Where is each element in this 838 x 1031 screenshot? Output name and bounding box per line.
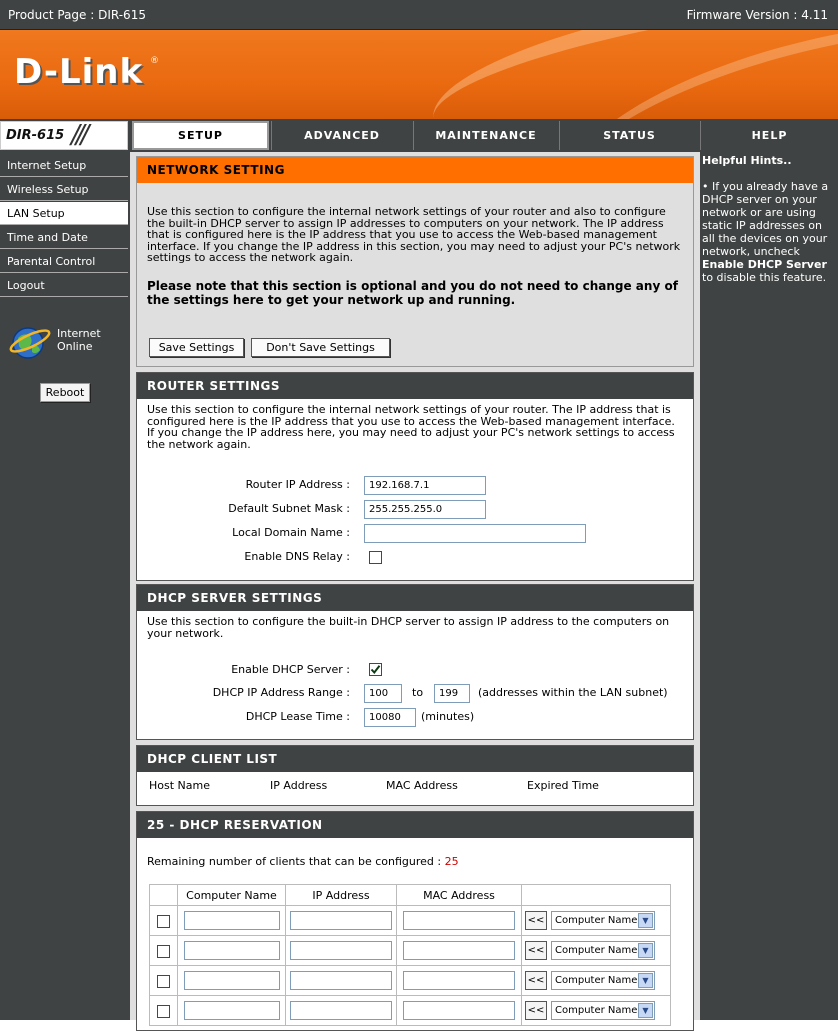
dhcp-reservation-panel: [136, 811, 694, 1031]
dhcp-reservation-title: 25 - DHCP RESERVATION: [137, 812, 693, 838]
internet-status-text: [57, 327, 101, 353]
product-page-label: Product Page : DIR-615: [8, 8, 146, 22]
dhcp-range-start-input[interactable]: 100: [364, 684, 402, 703]
reservation-header-row: [150, 885, 671, 906]
reservation-actions-cell: [522, 966, 671, 996]
network-setting-description: Use this section to configure the internal network settings of your router and also to configure the built-in DHCP server to assign IP addresses to computers on your network. The IP address that is configured here is the IP address that you use to access the Web-based management interface. If you change the IP address in this section, you may need to adjust your PC's network settings to access the network again.: [147, 205, 681, 264]
reservation-name-cell: [178, 966, 286, 996]
help-hint: [702, 180, 836, 284]
checkmark-icon: [370, 664, 381, 675]
reservation-col-ip-address: IP Address: [286, 885, 397, 906]
reservation-ip-cell: [286, 966, 397, 996]
tab-advanced[interactable]: ADVANCED: [271, 121, 412, 150]
chevron-down-icon: ▼: [638, 973, 653, 988]
main-content: [130, 152, 700, 1020]
dont-save-settings-button[interactable]: Don't Save Settings: [251, 338, 390, 357]
subnet-mask-label: Default Subnet Mask :: [228, 502, 350, 515]
dhcp-server-panel: [136, 584, 694, 740]
reservation-mac-cell: [397, 966, 522, 996]
reservation-computer-name-input[interactable]: [184, 971, 280, 990]
reservation-actions-cell: [522, 936, 671, 966]
sidebar-item-lan-setup[interactable]: LAN Setup: [0, 202, 128, 225]
remaining-clients-count: 25: [444, 855, 459, 868]
reservation-row: [150, 996, 671, 1026]
chevron-down-icon: ▼: [638, 913, 653, 928]
reservation-row-checkbox-cell: [150, 966, 178, 996]
lease-time-unit: (minutes): [421, 710, 475, 723]
reservation-ip-input[interactable]: [290, 971, 392, 990]
reservation-col-mac-address: MAC Address: [397, 885, 522, 906]
sidebar-item-logout[interactable]: Logout: [0, 274, 128, 297]
reservation-ip-cell: [286, 996, 397, 1026]
computer-name-select-value: Computer Name: [555, 945, 638, 956]
internet-globe-icon: [8, 322, 52, 362]
dhcp-range-to-label: to: [412, 686, 424, 699]
reservation-row-checkbox-cell: [150, 996, 178, 1026]
tab-setup[interactable]: SETUP: [132, 121, 269, 150]
reservation-actions-cell: [522, 996, 671, 1026]
reservation-ip-input[interactable]: [290, 911, 392, 930]
reservation-computer-name-input[interactable]: [184, 941, 280, 960]
network-setting-note: Please note that this section is optional and you do not need to change any of the settings here to get your network up and running.: [147, 278, 678, 307]
reservation-ip-cell: [286, 906, 397, 936]
reservation-row-checkbox[interactable]: [157, 915, 170, 928]
nav-bar: [0, 119, 838, 152]
router-settings-title: ROUTER SETTINGS: [137, 373, 693, 399]
tab-maintenance[interactable]: MAINTENANCE: [413, 121, 558, 150]
remaining-clients-label: Remaining number of clients that can be configured :: [147, 855, 442, 868]
reservation-row-checkbox[interactable]: [157, 1005, 170, 1018]
internet-status-line2: Online: [57, 340, 93, 353]
reservation-name-cell: [178, 936, 286, 966]
subnet-mask-input[interactable]: 255.255.255.0: [364, 500, 486, 519]
chevron-down-icon: ▼: [638, 1003, 653, 1018]
dhcp-client-list-title: DHCP CLIENT LIST: [137, 746, 693, 772]
help-panel: [700, 152, 838, 1020]
help-hint-suffix: to disable this feature.: [702, 271, 827, 284]
dhcp-server-description: Use this section to configure the built-in DHCP server to assign IP address to the computers on your network.: [147, 615, 670, 640]
reservation-mac-input[interactable]: [403, 911, 515, 930]
reservation-mac-input[interactable]: [403, 1001, 515, 1020]
internet-status-line1: Internet: [57, 327, 101, 340]
copy-computer-button[interactable]: <<: [525, 911, 547, 930]
reservation-row: [150, 906, 671, 936]
computer-name-select-value: Computer Name: [555, 915, 638, 926]
model-badge: [0, 121, 128, 150]
model-name: DIR-615: [6, 128, 65, 143]
reservation-actions-cell: [522, 906, 671, 936]
reservation-row-checkbox-cell: [150, 906, 178, 936]
reservation-row-checkbox-cell: [150, 936, 178, 966]
reservation-computer-name-input[interactable]: [184, 1001, 280, 1020]
dhcp-range-end-input[interactable]: 199: [434, 684, 470, 703]
firmware-version-label: Firmware Version : 4.11: [686, 8, 828, 22]
reservation-ip-cell: [286, 936, 397, 966]
reservation-col-checkbox: [150, 885, 178, 906]
chevron-down-icon: ▼: [638, 943, 653, 958]
remaining-clients-text: [147, 855, 459, 868]
save-settings-button[interactable]: Save Settings: [149, 338, 244, 357]
enable-dhcp-checkbox[interactable]: [369, 663, 382, 676]
reservation-ip-input[interactable]: [290, 1001, 392, 1020]
client-col-ip-address: IP Address: [270, 779, 328, 792]
lease-time-label: DHCP Lease Time :: [245, 710, 350, 723]
sidebar: [0, 152, 130, 1020]
enable-dhcp-label: Enable DHCP Server :: [231, 663, 350, 676]
copy-computer-button[interactable]: <<: [525, 1001, 547, 1020]
reservation-row-checkbox[interactable]: [157, 945, 170, 958]
reservation-ip-input[interactable]: [290, 941, 392, 960]
tab-help[interactable]: HELP: [700, 121, 838, 150]
client-col-host-name: Host Name: [149, 779, 210, 792]
dns-relay-label: Enable DNS Relay :: [244, 550, 350, 563]
dlink-logo: D-Link: [14, 52, 144, 92]
client-col-expired-time: Expired Time: [527, 779, 599, 792]
reservation-table-body: [150, 906, 671, 1026]
reservation-mac-input[interactable]: [403, 971, 515, 990]
local-domain-label: Local Domain Name :: [232, 526, 350, 539]
tab-status[interactable]: STATUS: [559, 121, 699, 150]
computer-name-select[interactable]: [551, 941, 655, 960]
dhcp-range-label: DHCP IP Address Range :: [212, 686, 350, 699]
registered-mark: ®: [150, 56, 159, 66]
network-setting-panel: [136, 156, 694, 367]
reservation-row-checkbox[interactable]: [157, 975, 170, 988]
reservation-col-computer-name: Computer Name: [178, 885, 286, 906]
reservation-mac-input[interactable]: [403, 941, 515, 960]
brand-banner: [0, 30, 838, 119]
model-slash-decoration: ///: [71, 120, 86, 150]
help-title: Helpful Hints..: [702, 154, 792, 167]
reservation-row: [150, 936, 671, 966]
network-setting-title: NETWORK SETTING: [137, 157, 693, 183]
reservation-row: [150, 966, 671, 996]
router-settings-panel: [136, 372, 694, 581]
sidebar-item-time-and-date[interactable]: Time and Date: [0, 226, 128, 249]
help-hint-text: • If you already have a DHCP server on your network or are using static IP addresses on all the devices on your network, uncheck: [702, 180, 829, 258]
lease-time-input[interactable]: 10080: [364, 708, 416, 727]
computer-name-select[interactable]: [551, 971, 655, 990]
reservation-mac-cell: [397, 996, 522, 1026]
computer-name-select[interactable]: [551, 1001, 655, 1020]
sidebar-item-wireless-setup[interactable]: Wireless Setup: [0, 178, 128, 201]
reservation-name-cell: [178, 906, 286, 936]
router-ip-input[interactable]: 192.168.7.1: [364, 476, 486, 495]
local-domain-input[interactable]: [364, 524, 586, 543]
computer-name-select-value: Computer Name: [555, 1005, 638, 1016]
dhcp-client-list-panel: [136, 745, 694, 806]
dhcp-server-title: DHCP SERVER SETTINGS: [137, 585, 693, 611]
reboot-button[interactable]: Reboot: [40, 383, 90, 402]
copy-computer-button[interactable]: <<: [525, 971, 547, 990]
reservation-name-cell: [178, 996, 286, 1026]
top-bar: [0, 0, 838, 30]
dns-relay-checkbox[interactable]: [369, 551, 382, 564]
reservation-mac-cell: [397, 906, 522, 936]
reservation-table: [149, 884, 671, 1026]
help-hint-bold: Enable DHCP Server: [702, 258, 827, 271]
dhcp-range-note: (addresses within the LAN subnet): [478, 686, 668, 699]
copy-computer-button[interactable]: <<: [525, 941, 547, 960]
sidebar-item-parental-control[interactable]: Parental Control: [0, 250, 128, 273]
sidebar-item-internet-setup[interactable]: Internet Setup: [0, 154, 128, 177]
computer-name-select-value: Computer Name: [555, 975, 638, 986]
router-settings-description: Use this section to configure the internal network settings of your router. The IP address that is configured here is the IP address that you use to access the Web-based management interface. If you change the IP address here, you may need to adjust your PC's network settings to access the network again.: [147, 403, 675, 451]
reservation-col-actions: [522, 885, 671, 906]
reservation-mac-cell: [397, 936, 522, 966]
reservation-computer-name-input[interactable]: [184, 911, 280, 930]
router-ip-label: Router IP Address :: [245, 478, 350, 491]
client-col-mac-address: MAC Address: [386, 779, 458, 792]
computer-name-select[interactable]: [551, 911, 655, 930]
